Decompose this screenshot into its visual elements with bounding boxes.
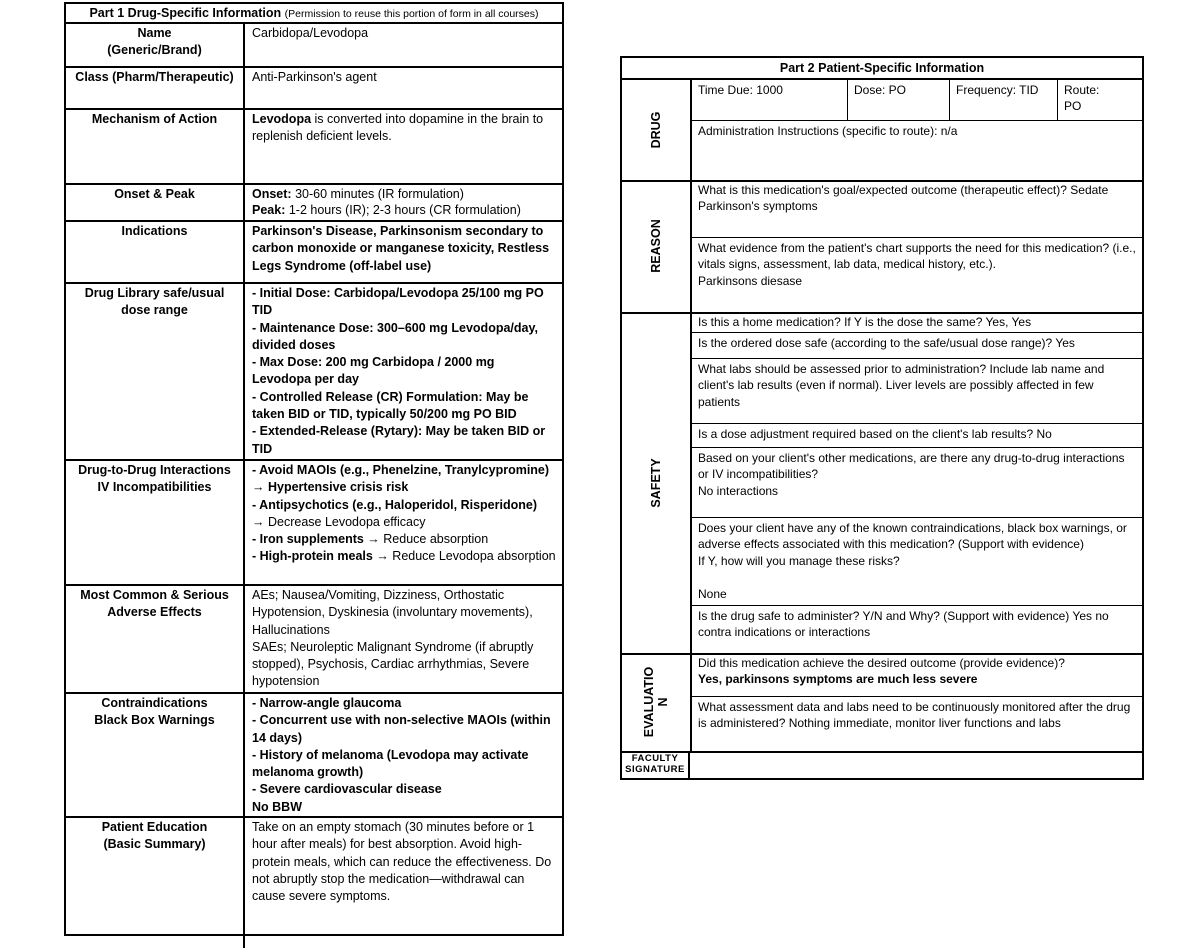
faculty-signature-label: FACULTY SIGNATURE <box>622 751 690 778</box>
row-interactions-label: Drug-to-Drug Interactions IV Incompatibilities <box>66 461 245 584</box>
row-adverse-value: AEs; Nausea/Vomiting, Dizziness, Orthostatic Hypotension, Dyskinesia (involuntary movements), Hallucinations SAEs; Neuroleptic Malignant Syndrome (if abruptly stopped), Psychosis, Cardiac arrhythmias, Severe hypotension <box>252 588 534 689</box>
dose: Dose: PO <box>848 80 950 120</box>
safety-contraindications: Does your client have any of the known contraindications, black box warnings, or adverse effects associated with this medication? (Support with evidence) If Y, how will you manage these risks? None <box>692 518 1142 606</box>
peak-value: 1-2 hours (IR); 2-3 hours (CR formulation) <box>285 203 521 217</box>
section-evaluation-body <box>692 653 1142 751</box>
row-contra-value: - Narrow-angle glaucoma - Concurrent use with non-selective MAOIs (within 14 days) - History of melanoma (Levodopa may activate melanoma growth) - Severe cardiovascular disease No BBW <box>252 696 551 814</box>
safety-dose-safe: Is the ordered dose safe (according to the safe/usual dose range)? Yes <box>692 333 1142 359</box>
section-drug-label <box>622 80 692 180</box>
route: Route: PO <box>1064 83 1100 113</box>
section-reason-label <box>622 180 692 312</box>
section-reason-body <box>692 180 1142 312</box>
section-drug <box>622 80 1142 182</box>
faculty-signature-field[interactable] <box>692 751 1142 778</box>
row-adverse-effects <box>66 586 562 694</box>
faculty-signature-row <box>622 751 1142 778</box>
mechanism-text: is converted into dopamine in the brain to replenish deficient levels. <box>252 112 544 144</box>
interaction-line-note: → Reduce absorption <box>363 532 489 547</box>
onset-value: 30-60 minutes (IR formulation) <box>291 187 464 201</box>
row-class-value: Anti-Parkinson's agent <box>252 70 377 84</box>
reason-evidence: What evidence from the patient's chart supports the need for this medication? (i.e., vitals signs, assessment, lab data, medical history, etc.). Parkinsons diesase <box>698 241 1136 288</box>
row-dose-range <box>66 284 562 461</box>
row-patient-education <box>66 818 562 948</box>
row-onset-peak <box>66 185 562 222</box>
interaction-line: - Iron supplements <box>252 532 364 547</box>
interaction-line: - Antipsychotics (e.g., Haloperidol, Risperidone) <box>252 497 537 512</box>
row-indications-value: Parkinson's Disease, Parkinsonism secondary to carbon monoxide or manganese toxicity, Restless Legs Syndrome (off-label use) <box>252 224 550 273</box>
evaluation-outcome-answer: Yes, parkinsons symptoms are much less severe <box>698 672 978 687</box>
drug-side-text: DRUG <box>649 111 663 149</box>
admin-instructions: Administration Instructions (specific to route): n/a <box>698 124 958 138</box>
section-safety-body <box>692 312 1142 653</box>
section-safety-label <box>622 312 692 653</box>
interaction-line: - Avoid MAOIs (e.g., Phenelzine, Tranylcypromine) <box>252 463 550 477</box>
row-class-label: Class (Pharm/Therapeutic) <box>66 68 245 108</box>
row-indications <box>66 222 562 284</box>
row-education-label: Patient Education (Basic Summary) <box>66 818 245 948</box>
row-mechanism <box>66 110 562 185</box>
row-name-label: Name (Generic/Brand) <box>66 24 245 66</box>
row-class <box>66 68 562 110</box>
row-mechanism-label: Mechanism of Action <box>66 110 245 183</box>
row-onset-value <box>245 185 562 220</box>
row-contraindications <box>66 694 562 818</box>
row-adverse-label: Most Common & Serious Adverse Effects <box>66 586 245 692</box>
part2-header-title: Part 2 Patient-Specific Information <box>622 58 1142 80</box>
safety-administer: Is the drug safe to administer? Y/N and Why? (Support with evidence) Yes no contra indications or interactions <box>698 609 1109 640</box>
reason-side-text: REASON <box>649 219 663 273</box>
row-interactions-value <box>245 461 562 584</box>
onset-label: Onset: <box>252 187 292 201</box>
evaluation-monitoring: What assessment data and labs need to be continuously monitored after the drug is administered? Nothing immediate, monitor liver functions and labs <box>698 700 1131 731</box>
part1-header-title: Part 1 Drug-Specific Information <box>89 6 282 20</box>
interaction-line-note: → Decrease Levodopa efficacy <box>252 514 426 529</box>
section-drug-body <box>692 80 1142 180</box>
row-name-value: Carbidopa/Levodopa <box>252 26 369 40</box>
drug-info-row <box>692 80 1142 121</box>
row-dose-value: - Initial Dose: Carbidopa/Levodopa 25/100 mg PO TID - Maintenance Dose: 300–600 mg Levodopa/day, divided doses - Max Dose: 200 mg Carbidopa / 2000 mg Levodopa per day - Controlled Release (CR) Formulation: May be taken BID or TID, typically 50/200 mg PO BID - Extended-Release (Rytary): May be taken BID or TID <box>252 286 546 456</box>
section-safety <box>622 312 1142 655</box>
section-reason <box>622 180 1142 314</box>
time-due: Time Due: 1000 <box>692 80 848 120</box>
evaluation-outcome-question: Did this medication achieve the desired outcome (provide evidence)? <box>698 656 1065 670</box>
interaction-line-note: → Reduce Levodopa absorption <box>372 549 556 564</box>
section-evaluation-label <box>622 653 692 751</box>
safety-labs: What labs should be assessed prior to administration? Include lab name and client's lab results (even if normal). Liver levels are possibly affected in few patients <box>692 359 1142 424</box>
row-interactions <box>66 461 562 586</box>
row-dose-label: Drug Library safe/usual dose range <box>66 284 245 459</box>
evaluation-outcome <box>692 653 1142 697</box>
part2-patient-specific-table <box>620 56 1144 780</box>
safety-interactions: Based on your client's other medications, are there any drug-to-drug interactions or IV incompatibilities? No interactions <box>692 448 1142 518</box>
row-education-value: Take on an empty stomach (30 minutes before or 1 hour after meals) for best absorption. Avoid high-protein meals, which can reduce the effectiveness. Do not abruptly stop the medication—withdrawal can cause severe symptoms. <box>252 820 552 904</box>
safety-side-text: SAFETY <box>649 457 663 508</box>
reason-goal: What is this medication's goal/expected outcome (therapeutic effect)? Sedate Parkinson's symptoms <box>692 180 1142 238</box>
frequency: Frequency: TID <box>950 80 1058 120</box>
safety-dose-adjust: Is a dose adjustment required based on the client's lab results? No <box>692 424 1142 448</box>
part1-header-note: (Permission to reuse this portion of form in all courses) <box>284 8 539 20</box>
row-name <box>66 24 562 68</box>
row-contra-label: Contraindications Black Box Warnings <box>66 694 245 816</box>
part1-drug-specific-table <box>64 2 564 936</box>
interaction-line: - High-protein meals <box>252 549 373 564</box>
row-indications-label: Indications <box>66 222 245 282</box>
row-mechanism-value <box>245 110 562 183</box>
row-onset-label: Onset & Peak <box>66 185 245 220</box>
section-evaluation <box>622 653 1142 753</box>
evaluation-side-text: EVALUATIO N <box>642 666 670 738</box>
safety-home-med: Is this a home medication? If Y is the dose the same? Yes, Yes <box>692 312 1142 333</box>
peak-label: Peak: <box>252 203 286 217</box>
interaction-line: → Hypertensive crisis risk <box>252 480 409 495</box>
mechanism-drug-name: Levodopa <box>252 112 312 126</box>
part1-header <box>66 4 562 24</box>
